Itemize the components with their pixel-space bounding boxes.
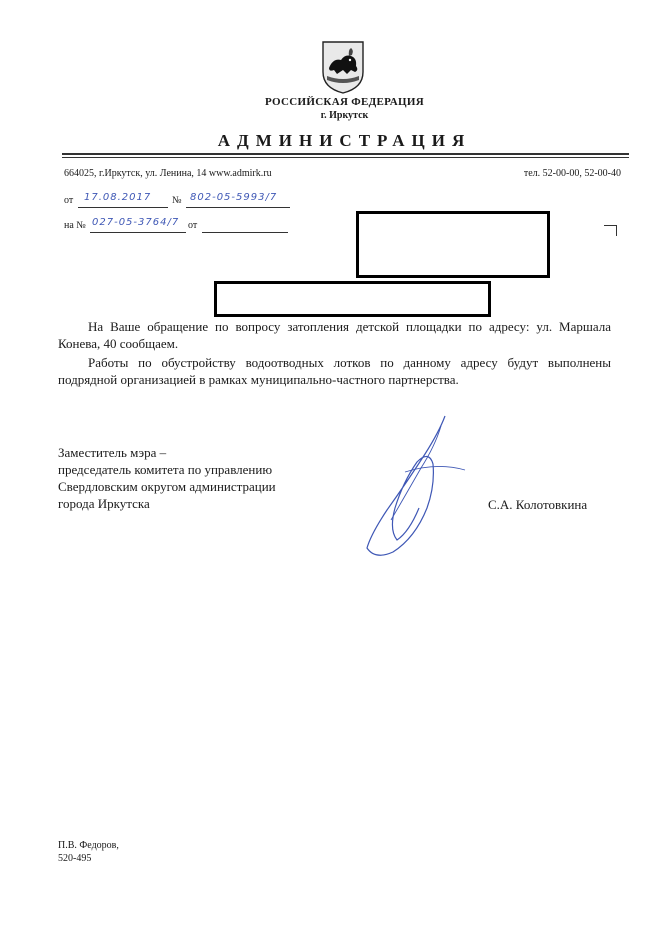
signer-title-line-4: города Иркутска — [58, 496, 150, 511]
outgoing-date-label: от — [64, 195, 74, 206]
outgoing-number-value: 802-05-5993/7 — [190, 192, 278, 203]
organization-title: АДМИНИСТРАЦИЯ — [217, 131, 472, 150]
redacted-subject-box — [214, 281, 491, 317]
organization-phone: тел. 52-00-00, 52-00-40 — [523, 168, 621, 179]
header-rule-thin — [62, 157, 629, 158]
country-name: РОССИЙСКАЯ ФЕДЕРАЦИЯ — [265, 96, 424, 108]
address-corner-mark — [604, 225, 617, 236]
outgoing-number-label: № — [172, 195, 182, 206]
incoming-date-label: от — [188, 220, 198, 231]
body-paragraph-2: Работы по обустройству водоотводных лотков по данному адресу будут выполнены подрядной организацией в рамках муниципально-частного партнерства. — [58, 355, 611, 387]
city-name: г. Иркутск — [320, 110, 369, 121]
signer-title — [58, 444, 378, 512]
letter-body — [58, 318, 611, 390]
irkutsk-coat-of-arms — [321, 38, 365, 94]
signer-title-line-1: Заместитель мэра – — [58, 445, 167, 460]
signer-name: С.А. Колотовкина — [488, 497, 588, 512]
signer-title-line-3: Свердловским округом администрации — [58, 479, 276, 494]
executor-phone: 520-495 — [58, 853, 92, 864]
organization-address: 664025, г.Иркутск, ул. Ленина, 14 www.admirk.ru — [64, 168, 272, 179]
redacted-recipient-box — [356, 211, 550, 278]
header-rule-thick — [62, 153, 629, 155]
signer-title-line-2: председатель комитета по управлению — [58, 462, 273, 477]
incoming-date-line — [202, 220, 288, 233]
incoming-number-value: 027-05-3764/7 — [92, 217, 180, 228]
executor-name: П.В. Федоров, — [58, 840, 119, 851]
outgoing-date-value: 17.08.2017 — [84, 192, 152, 203]
incoming-ref-label: на № — [64, 220, 86, 231]
body-paragraph-1: На Ваше обращение по вопросу затопления детской площадки по адресу: ул. Маршала Конева, 40 сообщаем. — [58, 319, 611, 351]
executor-block — [58, 839, 119, 865]
handwritten-signature — [345, 412, 475, 564]
